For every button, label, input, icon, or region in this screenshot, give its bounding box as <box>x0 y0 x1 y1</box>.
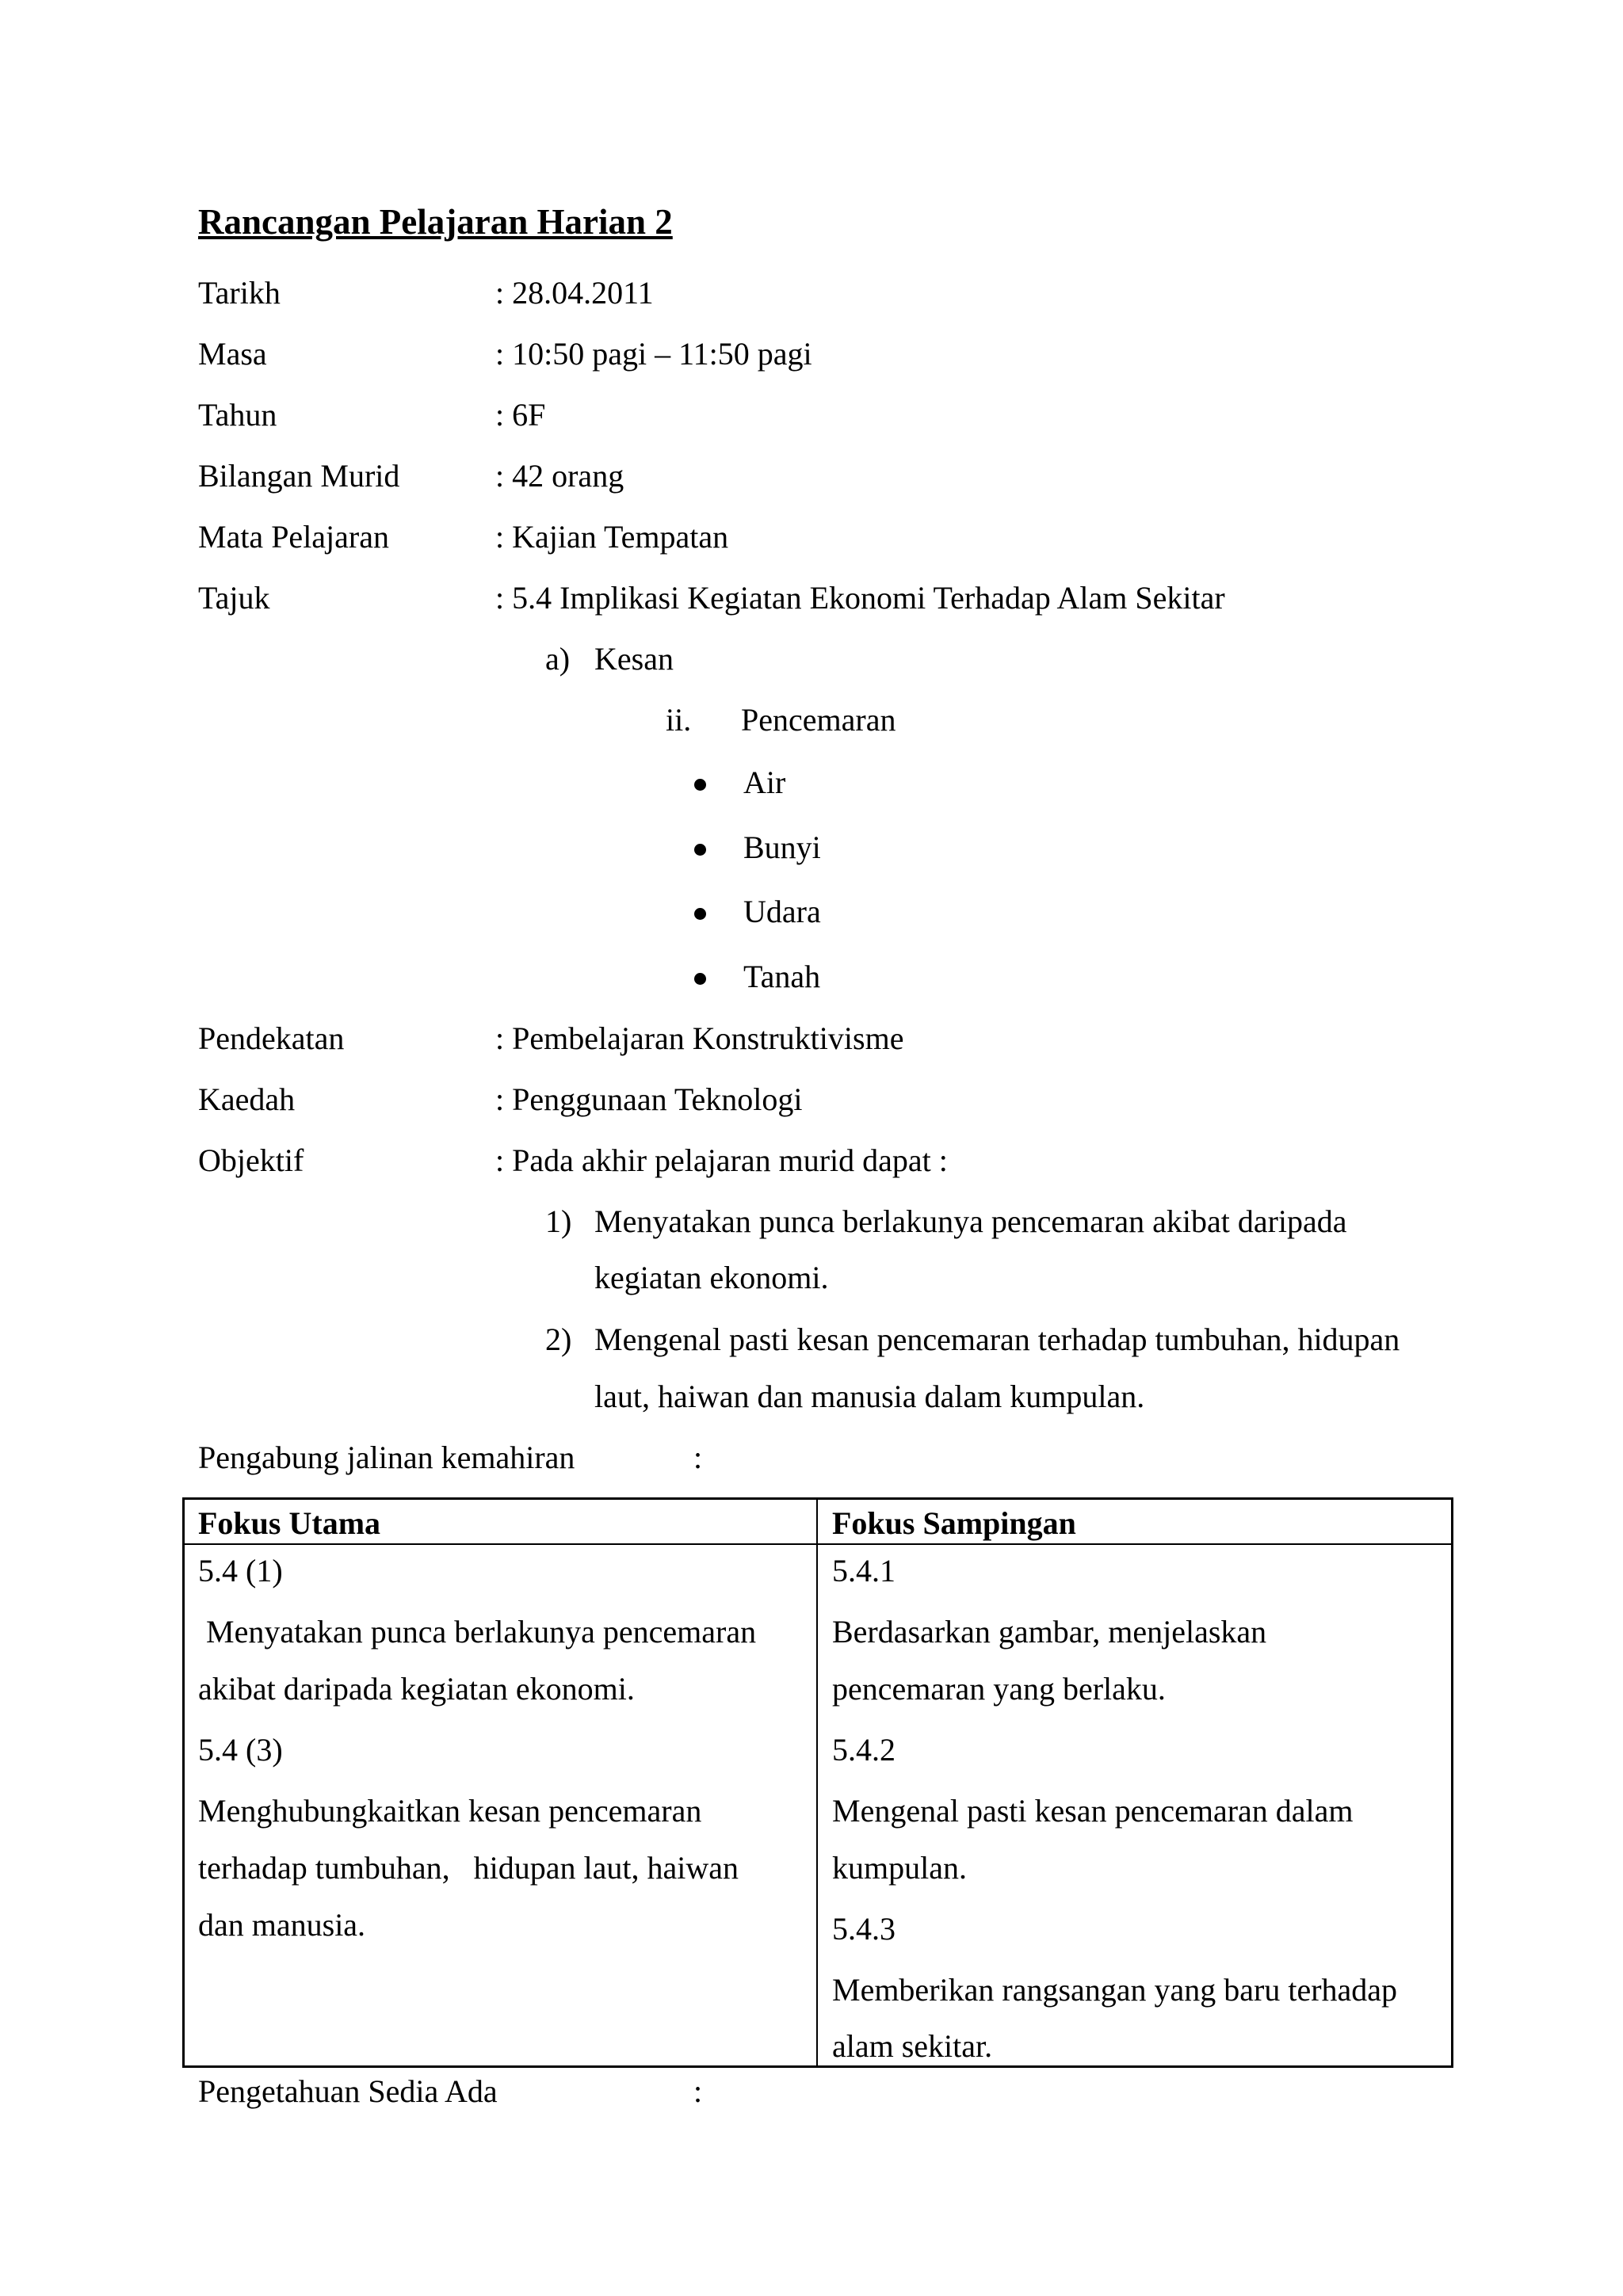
label-tajuk: Tajuk <box>198 580 270 616</box>
bullet-icon <box>694 973 706 985</box>
table-cell-left: Menyatakan punca berlakunya pencemaran <box>198 1614 757 1650</box>
table-header-fokus-utama: Fokus Utama <box>198 1505 381 1541</box>
label-pendekatan: Pendekatan <box>198 1020 345 1056</box>
page-title: Rancangan Pelajaran Harian 2 <box>198 202 673 242</box>
table-cell-left: 5.4 (3) <box>198 1732 283 1768</box>
table-cell-right: Memberikan rangsangan yang baru terhadap <box>832 1972 1398 2008</box>
label-masa: Masa <box>198 336 267 372</box>
table-column-divider <box>816 1497 818 2068</box>
table-cell-right: pencemaran yang berlaku. <box>832 1671 1166 1707</box>
table-header-fokus-sampingan: Fokus Sampingan <box>832 1505 1076 1541</box>
label-tarikh: Tarikh <box>198 275 281 311</box>
bullet-item-air: Air <box>743 765 786 800</box>
sub-ii-marker: ii. <box>666 702 692 738</box>
value-bilangan-murid: : 42 orang <box>495 458 624 494</box>
value-pendekatan: : Pembelajaran Konstruktivisme <box>495 1020 904 1056</box>
bullet-item-tanah: Tanah <box>743 959 821 994</box>
table-cell-right: Berdasarkan gambar, menjelaskan <box>832 1614 1267 1650</box>
sub-ii-text: Pencemaran <box>741 702 896 738</box>
bullet-item-udara: Udara <box>743 894 821 929</box>
sub-a-text: Kesan <box>594 641 674 677</box>
value-tarikh: : 28.04.2011 <box>495 275 654 311</box>
label-pengetahuan: Pengetahuan Sedia Ada <box>198 2073 498 2109</box>
table-border-left <box>182 1497 185 2068</box>
objective-2-line1: Mengenal pasti kesan pencemaran terhadap tumbuhan, hidupan <box>594 1322 1400 1357</box>
objective-1-line2: kegiatan ekonomi. <box>594 1260 829 1295</box>
table-cell-right: kumpulan. <box>832 1850 967 1886</box>
objective-1-line1: Menyatakan punca berlakunya pencemaran akibat daripada <box>594 1203 1347 1239</box>
value-kaedah: : Penggunaan Teknologi <box>495 1081 803 1117</box>
objective-2-line2: laut, haiwan dan manusia dalam kumpulan. <box>594 1379 1145 1414</box>
value-masa: : 10:50 pagi – 11:50 pagi <box>495 336 812 372</box>
value-mata-pelajaran: : Kajian Tempatan <box>495 519 729 555</box>
table-cell-left: Menghubungkaitkan kesan pencemaran <box>198 1793 702 1829</box>
sub-a-marker: a) <box>545 641 571 677</box>
bullet-icon <box>694 844 706 856</box>
table-cell-right: 5.4.3 <box>832 1911 896 1947</box>
table-header-divider <box>182 1543 1453 1545</box>
table-cell-left: dan manusia. <box>198 1907 366 1943</box>
label-objektif: Objektif <box>198 1142 304 1178</box>
table-cell-right: Mengenal pasti kesan pencemaran dalam <box>832 1793 1354 1829</box>
objective-1-num: 1) <box>545 1203 572 1239</box>
value-tahun: : 6F <box>495 397 546 433</box>
bullet-icon <box>694 908 706 920</box>
table-cell-left: 5.4 (1) <box>198 1553 283 1589</box>
table-border-bottom <box>182 2065 1453 2068</box>
table-border-right <box>1451 1497 1453 2068</box>
colon-pengetahuan: : <box>693 2073 703 2109</box>
label-pengabung: Pengabung jalinan kemahiran <box>198 1440 575 1475</box>
value-objektif: : Pada akhir pelajaran murid dapat : <box>495 1142 948 1178</box>
value-tajuk: : 5.4 Implikasi Kegiatan Ekonomi Terhadap Alam Sekitar <box>495 580 1225 616</box>
table-cell-left: akibat daripada kegiatan ekonomi. <box>198 1671 635 1707</box>
label-kaedah: Kaedah <box>198 1081 296 1117</box>
bullet-item-bunyi: Bunyi <box>743 830 821 865</box>
table-border-top <box>182 1497 1453 1500</box>
label-mata-pelajaran: Mata Pelajaran <box>198 519 389 555</box>
colon-pengabung: : <box>693 1440 703 1475</box>
table-cell-right: 5.4.2 <box>832 1732 896 1768</box>
objective-2-num: 2) <box>545 1322 572 1357</box>
table-cell-left: terhadap tumbuhan, hidupan laut, haiwan <box>198 1850 739 1886</box>
table-cell-right: alam sekitar. <box>832 2028 993 2064</box>
table-cell-right: 5.4.1 <box>832 1553 896 1589</box>
bullet-icon <box>694 779 706 791</box>
label-tahun: Tahun <box>198 397 277 433</box>
label-bilangan-murid: Bilangan Murid <box>198 458 400 494</box>
